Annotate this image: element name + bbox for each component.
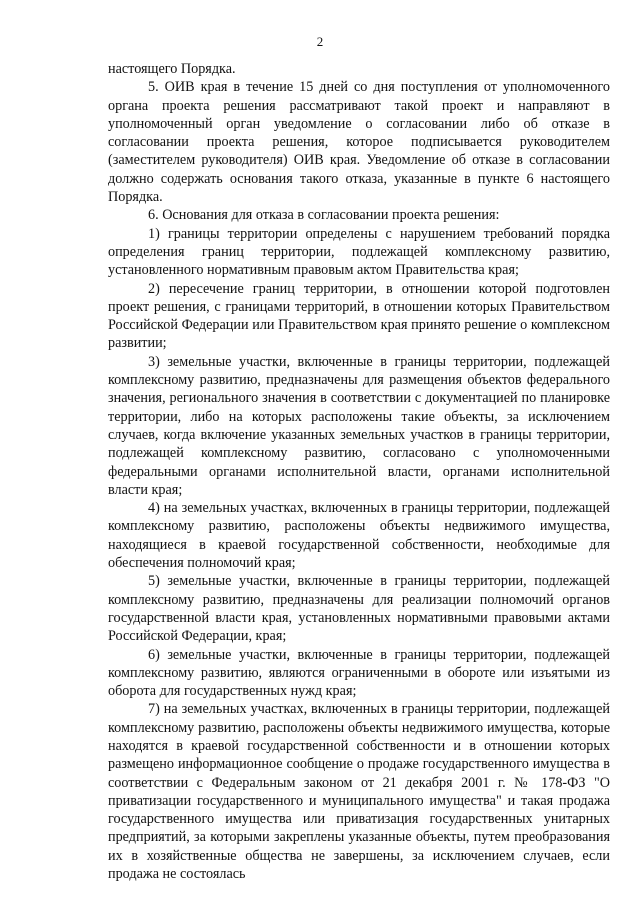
subitem-4: 4) на земельных участках, включенных в границы территории, подлежащей комплексному развитию, расположены объекты недвижимого имущества, находящиеся в краевой государственной собственности, необходимые для обеспечения полномочий края;: [108, 500, 610, 572]
subitem-2: 2) пересечение границ территории, в отношении которой подготовлен проект решения, с границами территорий, в отношении которых Правительством Российской Федерации или Правительством края принято решение о комплексном развитии;: [108, 280, 610, 352]
subitem-1: 1) границы территории определены с нарушением требований порядка определения границ территории, подлежащей комплексному развитию, установленного нормативным правовым актом Правительства края;: [108, 225, 610, 279]
paragraph-item-6-heading: 6. Основания для отказа в согласовании проекта решения:: [148, 207, 500, 224]
paragraph-item-5: 5. ОИВ края в течение 15 дней со дня поступления от уполномоченного органа проекта решения рассматривают такой проект и направляют в уполномоченный орган уведомление о согласовании либо об отказе в согласовании проекта решения, которое подписывается руководителем (заместителем руководителя) ОИВ края. Уведомление об отказе в согласовании должно содержать основания такого отказа, указанные в пункте 6 настоящего Порядка.: [108, 79, 610, 206]
subitem-5: 5) земельные участки, включенные в границы территории, подлежащей комплексному развитию, предназначены для реализации полномочий органов государственной власти края, установленных нормативными правовыми актами Российской Федерации, края;: [108, 573, 610, 645]
page-number: 2: [316, 34, 324, 49]
subitem-3: 3) земельные участки, включенные в границы территории, подлежащей комплексному развитию, предназначены для размещения объектов федерального значения, регионального значения в соответствии с документацией по планировке территории, либо на которых расположены такие объекты, за исключением случаев, когда включение указанных земельных участков в границы территории, подлежащей комплексному развитию, согласовано с уполномоченными федеральными органами исполнительной власти, органами исполнительной власти края;: [108, 353, 610, 498]
document-body: [108, 60, 610, 883]
subitem-7: 7) на земельных участках, включенных в границы территории, подлежащей комплексному развитию, расположены объекты недвижимого имущества, которые находятся в краевой государственной собственности и в отношении которых размещено информационное сообщение о продаже государственного имущества в соответствии с Федеральным законом от 21 декабря 2001 г. № 178-ФЗ "О приватизации государственного и муниципального имущества" и такая продажа государственного имущества или приватизация государственных унитарных предприятий, за которыми закреплены указанные объекты, путем преобразования их в хозяйственные общества не завершены, за исключением случаев, если продажа не состоялась: [108, 701, 610, 883]
subitem-6: 6) земельные участки, включенные в границы территории, подлежащей комплексному развитию, являются ограниченными в обороте или изъятыми из оборота для государственных нужд края;: [108, 646, 610, 700]
paragraph-continuation: настоящего Порядка.: [108, 61, 236, 77]
